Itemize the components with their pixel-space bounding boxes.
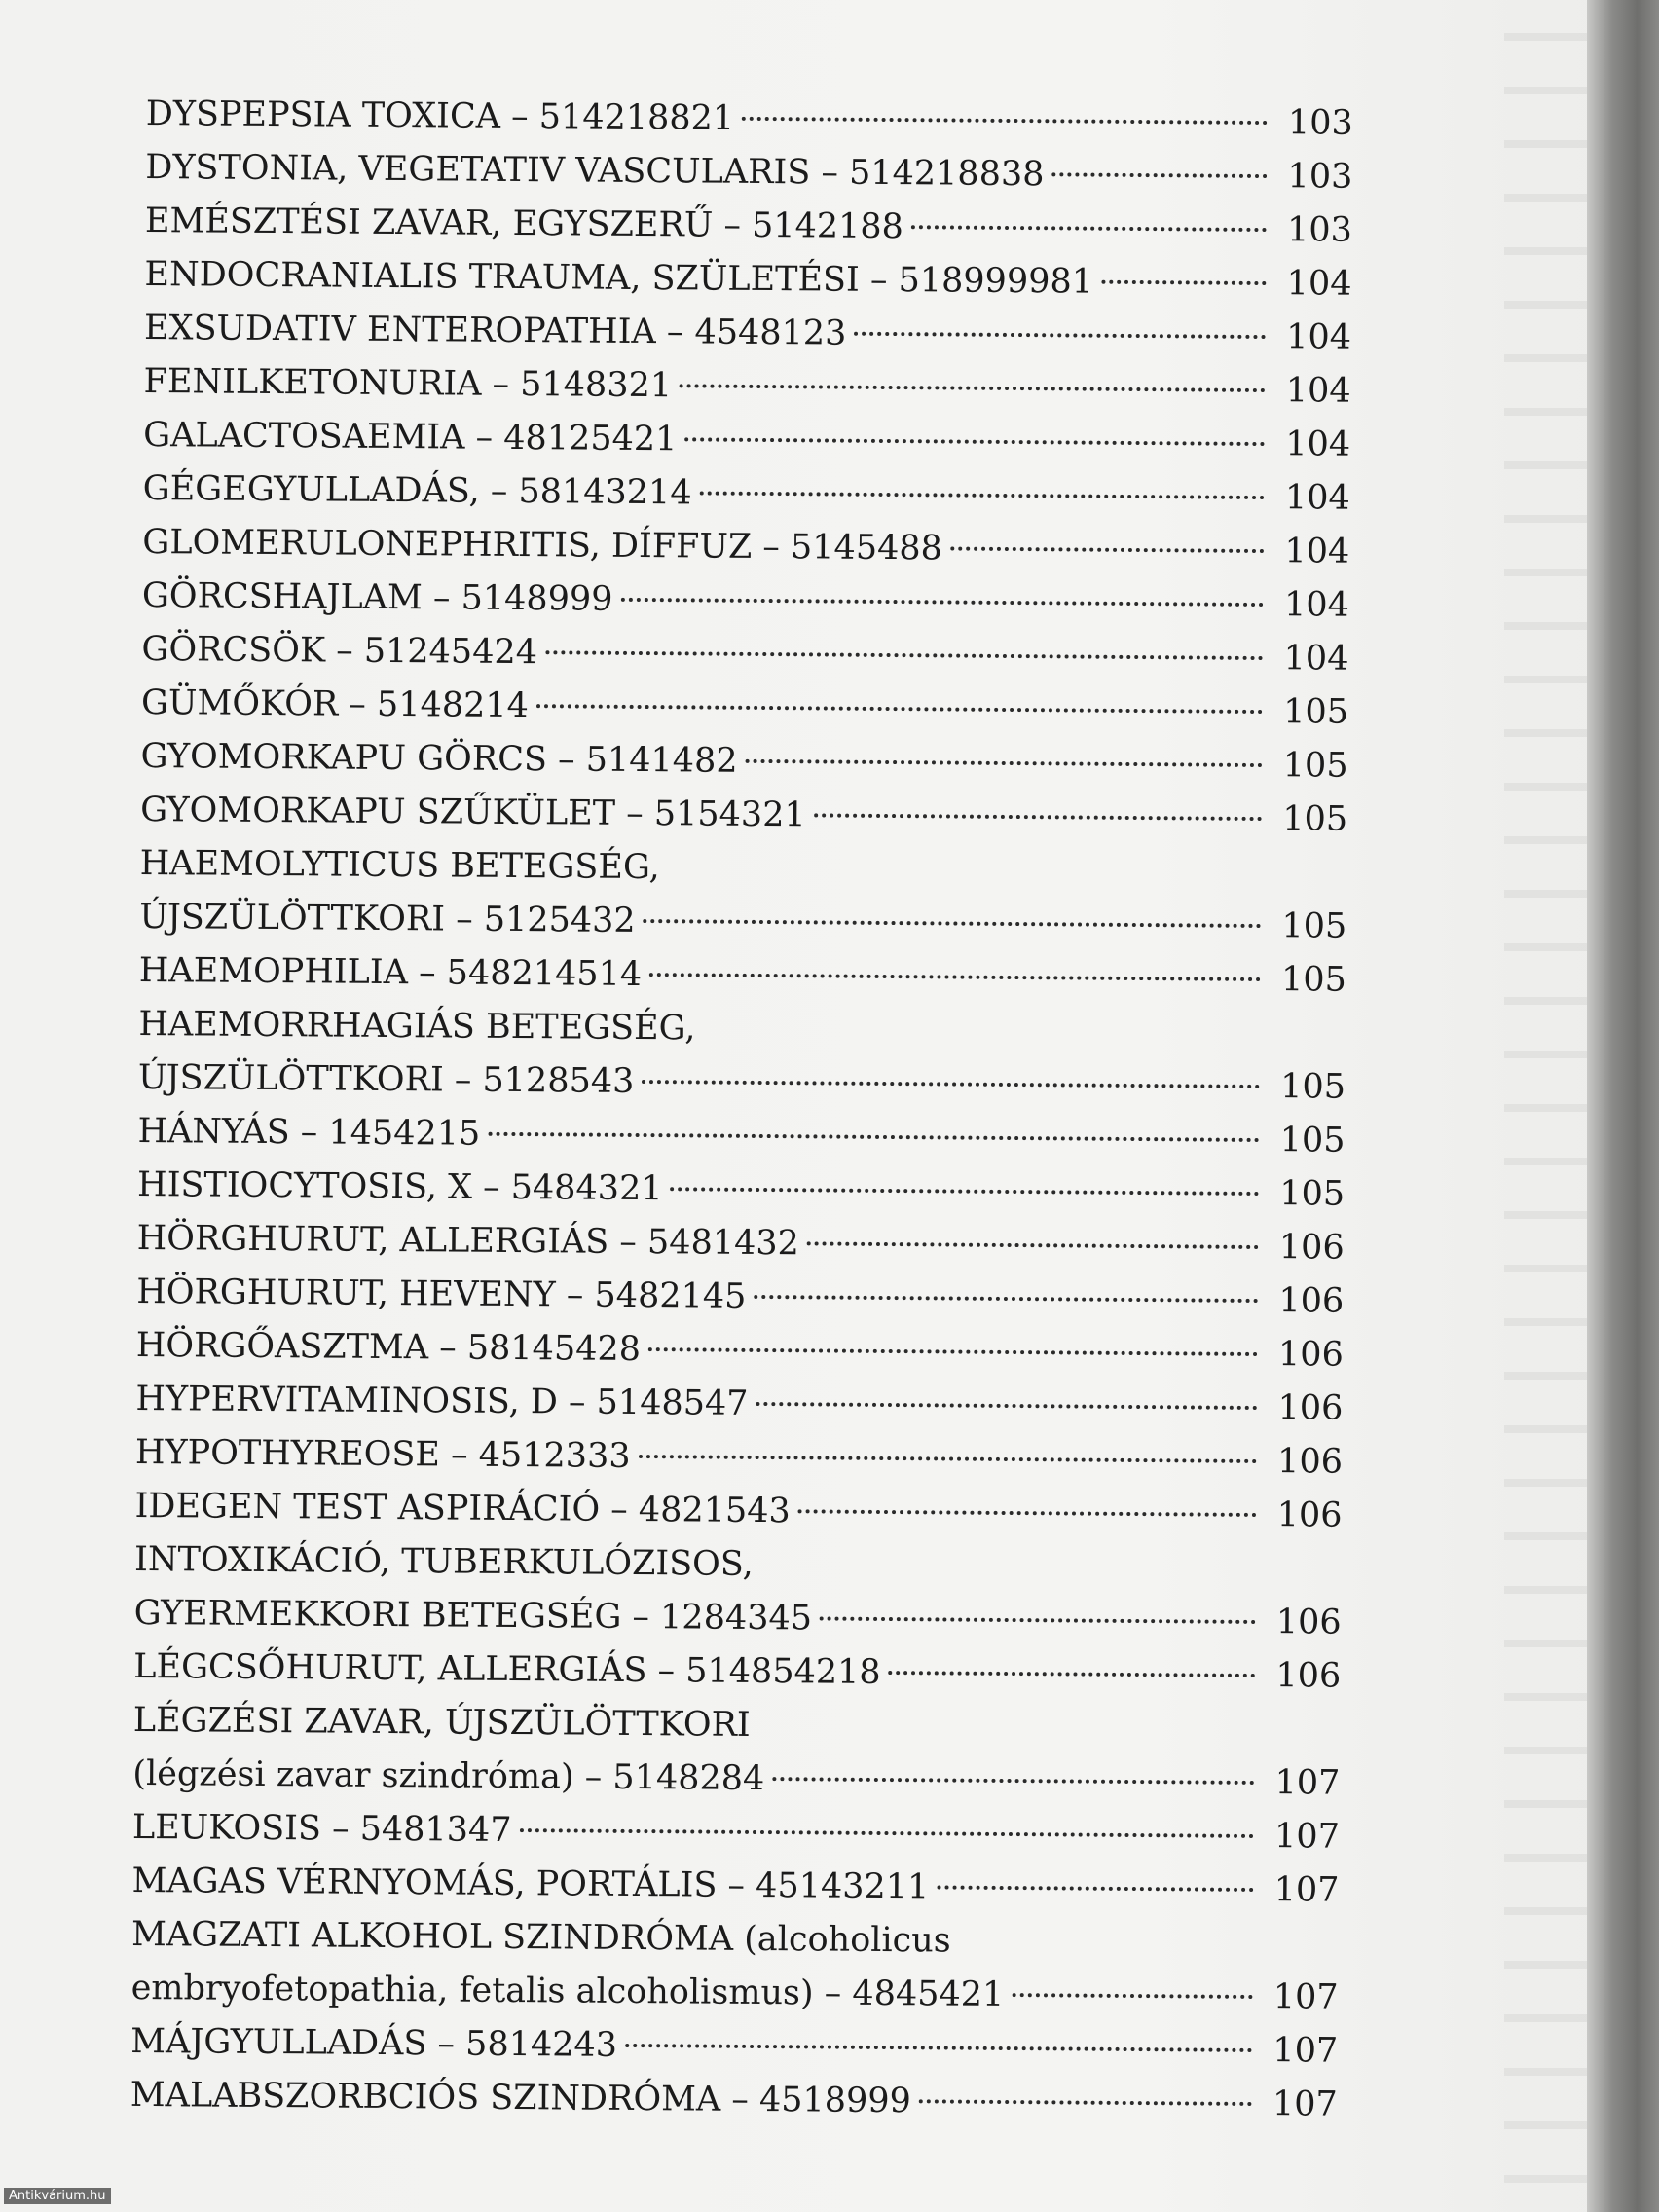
entry-row xyxy=(143,409,1350,472)
page-number: 107 xyxy=(1274,1763,1341,1803)
page-number: 106 xyxy=(1275,1656,1342,1696)
entry-row xyxy=(133,1641,1341,1704)
entry-row xyxy=(139,891,1346,954)
index-entry xyxy=(130,1908,1339,2025)
page-number: 103 xyxy=(1287,157,1353,197)
page-number: 105 xyxy=(1279,1121,1346,1161)
index-entry xyxy=(134,1480,1342,1543)
entry-row xyxy=(136,1212,1344,1275)
dot-leader xyxy=(1101,280,1267,285)
entry-term: MALABSZORBCIÓS SZINDRÓMA – 4518999 xyxy=(129,2075,912,2121)
entry-row xyxy=(146,88,1353,151)
page-edge xyxy=(1587,0,1659,2212)
dot-leader xyxy=(854,332,1266,339)
index-entry xyxy=(136,1319,1344,1382)
page-number: 106 xyxy=(1276,1442,1344,1482)
entry-term: DYSPEPSIA TOXICA – 514218821 xyxy=(145,93,735,138)
entry-row xyxy=(136,1266,1344,1329)
entry-term: HISTIOCYTOSIS, X – 5484321 xyxy=(136,1164,663,1209)
entry-term-line: INTOXIKÁCIÓ, TUBERKULÓZISOS, xyxy=(133,1539,754,1584)
dot-leader xyxy=(756,1402,1257,1410)
dot-leader xyxy=(814,813,1262,821)
entry-term: HYPOTHYREOSE – 4512333 xyxy=(134,1432,631,1476)
show-through-text xyxy=(1504,0,1587,2212)
page-number: 104 xyxy=(1285,371,1351,411)
entry-term: HÖRGHURUT, ALLERGIÁS – 5481432 xyxy=(136,1218,800,1264)
entry-term: GYOMORKAPU GÖRCS – 5141482 xyxy=(140,736,738,781)
page-number: 107 xyxy=(1272,1977,1339,2017)
entry-row xyxy=(145,141,1352,204)
entry-row xyxy=(142,516,1349,579)
dot-leader xyxy=(919,2099,1252,2106)
dot-leader xyxy=(807,1241,1259,1249)
entry-row xyxy=(130,2069,1338,2132)
watermark: Antikvárium.hu xyxy=(4,2188,111,2204)
page-number: 105 xyxy=(1282,799,1348,839)
entry-row xyxy=(141,623,1348,686)
dot-leader xyxy=(625,2044,1252,2052)
dot-leader xyxy=(620,598,1263,607)
page-number: 107 xyxy=(1273,1817,1341,1857)
entry-term: ÚJSZÜLÖTTKORI – 5125432 xyxy=(139,897,636,940)
dot-leader xyxy=(671,1187,1260,1196)
entry-row xyxy=(137,1105,1345,1168)
entry-term: HYPERVITAMINOSIS, D – 5148547 xyxy=(135,1379,749,1423)
page-number: 107 xyxy=(1273,1870,1340,1910)
dot-leader xyxy=(746,759,1263,767)
page-number: 103 xyxy=(1287,103,1353,143)
entry-term: (légzési zavar szindróma) – 5148284 xyxy=(132,1753,765,1799)
index-entry xyxy=(136,1212,1344,1275)
index-entry xyxy=(145,195,1352,258)
entry-term: GLOMERULONEPHRITIS, DÍFFUZ – 5145488 xyxy=(142,522,943,569)
page-number: 106 xyxy=(1278,1228,1345,1268)
entry-term: FENILKETONURIA – 5148321 xyxy=(143,361,673,406)
page-number: 107 xyxy=(1272,2084,1338,2124)
entry-row xyxy=(139,944,1346,1008)
dot-leader xyxy=(1051,172,1267,178)
index-entry xyxy=(141,677,1348,740)
page-number: 105 xyxy=(1280,1067,1346,1107)
dot-leader xyxy=(742,117,1268,125)
index-entry xyxy=(144,302,1351,365)
page-number: 104 xyxy=(1283,639,1349,679)
index-list xyxy=(130,88,1353,2132)
dot-leader xyxy=(680,384,1266,392)
index-entry xyxy=(133,1641,1341,1704)
dot-leader xyxy=(684,437,1265,446)
entry-term: ÚJSZÜLÖTTKORI – 5128543 xyxy=(137,1057,635,1101)
dot-leader xyxy=(642,1080,1260,1088)
entry-row xyxy=(135,1426,1343,1490)
index-entry xyxy=(139,837,1347,954)
entry-term: GÖRCSÖK – 51245424 xyxy=(141,629,538,673)
entry-row xyxy=(135,1373,1343,1436)
entry-row xyxy=(140,784,1347,847)
entry-row xyxy=(131,1855,1339,1918)
page-number: 105 xyxy=(1283,692,1349,732)
index-entry xyxy=(133,1533,1342,1650)
index-entry xyxy=(141,623,1348,686)
page-number: 106 xyxy=(1275,1603,1342,1642)
entry-term: GÉGEGYULLADÁS, – 58143214 xyxy=(142,468,692,513)
dot-leader xyxy=(644,919,1262,928)
index-entry xyxy=(137,1159,1345,1222)
entry-term: EMÉSZTÉSI ZAVAR, EGYSZERŰ – 5142188 xyxy=(144,201,904,247)
entry-term: MAGAS VÉRNYOMÁS, PORTÁLIS – 45143211 xyxy=(131,1861,930,1907)
entry-term: MÁJGYULLADÁS – 5814243 xyxy=(130,2021,618,2065)
page-number: 104 xyxy=(1285,424,1351,464)
index-entry xyxy=(132,1694,1341,1811)
index-entry xyxy=(132,1801,1340,1864)
dot-leader xyxy=(639,1455,1257,1463)
entry-row xyxy=(133,1587,1341,1650)
index-entry xyxy=(143,355,1350,419)
entry-row xyxy=(130,1962,1338,2025)
entry-term: LÉGCSŐHURUT, ALLERGIÁS – 514854218 xyxy=(133,1646,881,1692)
entry-term: GÜMŐKÓR – 5148214 xyxy=(140,682,530,726)
entry-term-line: HAEMORRHAGIÁS BETEGSÉG, xyxy=(138,1004,696,1049)
dot-leader xyxy=(1012,1993,1252,1999)
entry-term: EXSUDATIV ENTEROPATHIA – 4548123 xyxy=(143,308,847,353)
entry-row xyxy=(138,1051,1346,1115)
entry-term: HÁNYÁS – 1454215 xyxy=(137,1111,481,1154)
page-number: 104 xyxy=(1284,478,1350,518)
page-number: 106 xyxy=(1277,1388,1344,1428)
dot-leader xyxy=(700,491,1265,499)
entry-term: HAEMOPHILIA – 548214514 xyxy=(138,950,643,995)
index-entry xyxy=(144,248,1351,312)
entry-row xyxy=(142,570,1349,633)
entry-row xyxy=(130,2015,1338,2079)
entry-term: GALACTOSAEMIA – 48125421 xyxy=(143,415,678,460)
entry-term: DYSTONIA, VEGETATIV VASCULARIS – 514218838 xyxy=(145,147,1045,195)
entry-term-line: MAGZATI ALKOHOL SZINDRÓMA (alcoholicus xyxy=(130,1914,951,1961)
entry-term: HÖRGŐASZTMA – 58145428 xyxy=(135,1325,642,1370)
dot-leader xyxy=(950,547,1264,554)
dot-leader xyxy=(820,1616,1256,1624)
page-number: 103 xyxy=(1286,210,1353,250)
entry-row xyxy=(137,1159,1345,1222)
entry-row xyxy=(143,355,1350,419)
index-entry xyxy=(130,2069,1338,2132)
index-entry xyxy=(146,88,1353,151)
dot-leader xyxy=(488,1132,1259,1142)
entry-term-line: LÉGZÉSI ZAVAR, ÚJSZÜLÖTTKORI xyxy=(132,1700,751,1745)
dot-leader xyxy=(798,1509,1257,1517)
index-entry xyxy=(131,1855,1339,1918)
dot-leader xyxy=(754,1295,1258,1303)
index-entry xyxy=(143,462,1350,526)
entry-row xyxy=(145,195,1352,258)
entry-term: ENDOCRANIALIS TRAUMA, SZÜLETÉSI – 518999981 xyxy=(144,254,1094,302)
dot-leader xyxy=(911,225,1267,232)
index-entry xyxy=(140,730,1347,793)
entry-row xyxy=(143,462,1350,526)
entry-row xyxy=(136,1319,1344,1382)
entry-row xyxy=(144,248,1351,312)
index-entry xyxy=(136,1266,1344,1329)
page-number: 104 xyxy=(1286,317,1352,357)
entry-row xyxy=(144,302,1351,365)
dot-leader xyxy=(772,1777,1254,1785)
dot-leader xyxy=(889,1671,1256,1677)
entry-term: IDEGEN TEST ASPIRÁCIÓ – 4821543 xyxy=(134,1486,791,1531)
page-number: 104 xyxy=(1286,264,1352,304)
page-number: 104 xyxy=(1283,585,1350,625)
dot-leader xyxy=(648,1347,1258,1356)
page-number: 106 xyxy=(1277,1335,1344,1375)
index-entry xyxy=(138,998,1346,1115)
entry-row xyxy=(141,677,1348,740)
index-entry xyxy=(139,944,1346,1008)
entry-term: GYERMEKKORI BETEGSÉG – 1284345 xyxy=(133,1593,813,1639)
page-number: 105 xyxy=(1280,960,1346,1000)
page-number: 106 xyxy=(1276,1495,1343,1535)
page-number: 104 xyxy=(1284,532,1350,571)
dot-leader xyxy=(937,1885,1253,1892)
entry-term: GÖRCSHAJLAM – 5148999 xyxy=(141,575,613,619)
index-entry xyxy=(142,570,1349,633)
index-entry xyxy=(130,2015,1338,2079)
index-entry xyxy=(140,784,1347,847)
page-number: 106 xyxy=(1278,1281,1345,1321)
entry-term: HÖRGHURUT, HEVENY – 5482145 xyxy=(136,1272,747,1316)
index-entry xyxy=(145,141,1352,204)
page-number: 107 xyxy=(1272,2031,1339,2071)
index-entry xyxy=(137,1105,1345,1168)
entry-term: LEUKOSIS – 5481347 xyxy=(131,1807,512,1851)
dot-leader xyxy=(649,973,1261,981)
dot-leader xyxy=(536,704,1263,714)
dot-leader xyxy=(545,650,1264,660)
index-entry xyxy=(135,1373,1343,1436)
entry-row xyxy=(140,730,1347,793)
index-entry xyxy=(142,516,1349,579)
dot-leader xyxy=(520,1828,1254,1838)
index-entry xyxy=(143,409,1350,472)
index-entry xyxy=(135,1426,1343,1490)
entry-term: embryofetopathia, fetalis alcoholismus) – 4845421 xyxy=(130,1968,1005,2014)
entry-row xyxy=(132,1801,1340,1864)
entry-row xyxy=(132,1748,1340,1811)
entry-term: GYOMORKAPU SZŰKÜLET – 5154321 xyxy=(140,790,806,835)
page-number: 105 xyxy=(1279,1174,1346,1214)
page-number: 105 xyxy=(1282,746,1348,786)
page-number: 105 xyxy=(1281,906,1347,946)
entry-row xyxy=(134,1480,1342,1543)
entry-term-line: HAEMOLYTICUS BETEGSÉG, xyxy=(139,843,660,888)
